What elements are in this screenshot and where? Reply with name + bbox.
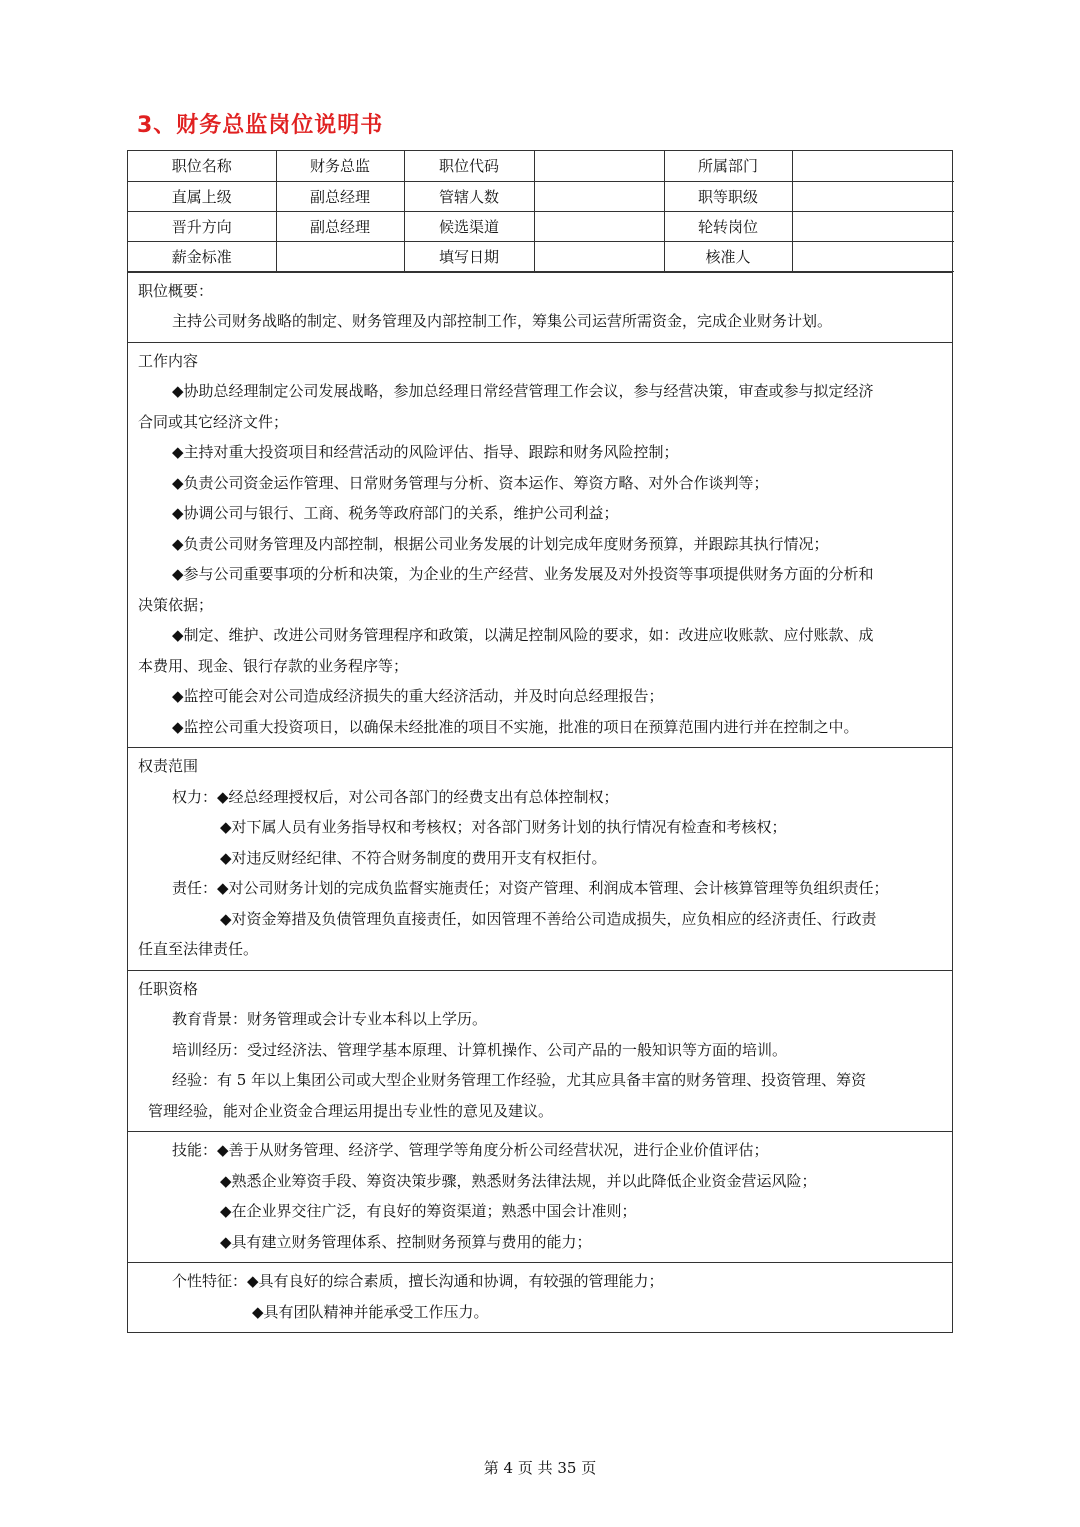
- skills-line: ◆熟悉企业筹资手段、筹资决策步骤，熟悉财务法律法规，并以此降低企业资金营运风险；: [220, 1171, 817, 1190]
- skills-line: ◆具有建立财务管理体系、控制财务预算与费用的能力；: [220, 1232, 592, 1251]
- work-line: ◆负责公司财务管理及内部控制，根据公司业务发展的计划完成年度财务预算，并跟踪其执行情况；: [172, 534, 829, 553]
- info-row: [128, 181, 954, 211]
- authority-section: [128, 747, 952, 970]
- work-line: ◆参与公司重要事项的分析和决策，为企业的生产经营、业务发展及对外投资等事项提供财务方面的分析和: [172, 565, 874, 583]
- info-value-cell: [534, 211, 664, 241]
- info-value-cell: [276, 241, 404, 271]
- qualification-line: 教育背景：财务管理或会计专业本科以上学历。: [172, 1010, 488, 1028]
- info-label-cell: 职等职级: [664, 181, 792, 211]
- authority-line: 权力：◆经总经理授权后，对公司各部门的经费支出有总体控制权；: [172, 787, 619, 806]
- job-description-table: [127, 150, 953, 1333]
- summary-heading: 职位概要：: [138, 281, 214, 300]
- qualification-heading: 任职资格: [138, 979, 199, 998]
- info-label-cell: 薪金标准: [128, 241, 276, 271]
- authority-line: 责任：◆对公司财务计划的完成负监督实施责任；对资产管理、利润成本管理、会计核算管理等负组织责任；: [172, 879, 889, 897]
- page-title: 3、财务总监岗位说明书: [137, 113, 384, 138]
- authority-line: ◆对资金筹措及负债管理负直接责任，如因管理不善给公司造成损失，应负相应的经济责任、行政责: [220, 909, 877, 928]
- work-line: ◆制定、维护、改进公司财务管理程序和政策，以满足控制风险的要求，如：改进应收账款、应付账款、成: [172, 626, 874, 644]
- info-row: [128, 241, 954, 271]
- info-label-cell: 轮转岗位: [664, 211, 792, 241]
- info-label-cell: 晋升方向: [128, 211, 276, 241]
- page-footer: 第 4 页 共 35 页: [483, 1459, 597, 1477]
- qualification-line: 培训经历：受过经济法、管理学基本原理、计算机操作、公司产品的一般知识等方面的培训。: [172, 1040, 788, 1059]
- summary-section: [128, 272, 952, 342]
- info-row: [128, 211, 954, 241]
- authority-heading: 权责范围: [138, 757, 199, 775]
- work-line: ◆监控公司重大投资项日，以确保未经批准的项目不实施，批准的项日在预算范围内进行并在控制之中。: [172, 717, 859, 736]
- info-value-cell: [534, 241, 664, 271]
- personality-line: 个性特征：◆具有良好的综合素质，擅长沟通和协调，有较强的管理能力；: [172, 1272, 664, 1290]
- skills-line: ◆在企业界交往广泛，有良好的筹资渠道；熟悉中国会计准则；: [220, 1202, 637, 1220]
- info-label-cell: 候选渠道: [404, 211, 534, 241]
- work-line: ◆主持对重大投资项目和经营活动的风险评估、指导、跟踪和财务风险控制；: [172, 443, 679, 461]
- info-value-cell: 副总经理: [276, 181, 404, 211]
- info-label-cell: 核准人: [664, 241, 792, 271]
- skills-line: 技能：◆善于从财务管理、经济学、管理学等角度分析公司经营状况，进行企业价值评估；: [172, 1141, 769, 1159]
- info-row: [128, 151, 954, 181]
- info-value-cell: [534, 181, 664, 211]
- personality-section: [128, 1262, 952, 1332]
- work-line: ◆负责公司资金运作管理、日常财务管理与分析、资本运作、筹资方略、对外合作谈判等；: [172, 473, 769, 492]
- authority-line: 任直至法律责任。: [138, 940, 259, 958]
- info-value-cell: [792, 241, 954, 271]
- work-section: [128, 342, 952, 748]
- work-heading: 工作内容: [138, 351, 199, 370]
- qualification-line: 经验：有 5 年以上集团公司或大型企业财务管理工作经验，尤其应具备丰富的财务管理、投资管理、筹资: [172, 1071, 867, 1089]
- summary-text: 主持公司财务战略的制定、财务管理及内部控制工作，筹集公司运营所需资金，完成企业财务计划。: [172, 312, 833, 330]
- info-label-cell: 管辖人数: [404, 181, 534, 211]
- info-value-cell: 副总经理: [276, 211, 404, 241]
- work-line: ◆监控可能会对公司造成经济损失的重大经济活动，并及时向总经理报告；: [172, 687, 664, 705]
- info-value-cell: [534, 151, 664, 181]
- info-value-cell: 财务总监: [276, 151, 404, 181]
- qualification-line: 管理经验，能对企业资金合理运用提出专业性的意见及建议。: [148, 1101, 554, 1120]
- info-label-cell: 填写日期: [404, 241, 534, 271]
- info-value-cell: [792, 151, 954, 181]
- info-label-cell: 职位代码: [404, 151, 534, 181]
- work-line: 决策依据；: [138, 595, 214, 614]
- info-value-cell: [792, 211, 954, 241]
- info-table: [128, 151, 954, 272]
- qualification-section: [128, 970, 952, 1132]
- work-line: 合同或其它经济文件；: [138, 412, 289, 431]
- work-line: ◆协助总经理制定公司发展战略，参加总经理日常经营管理工作会议，参与经营决策，审查或参与拟定经济: [172, 382, 874, 400]
- authority-line: ◆对下属人员有业务指导权和考核权；对各部门财务计划的执行情况有检查和考核权；: [220, 818, 787, 836]
- work-line: 本费用、现金、银行存款的业务程序等；: [138, 656, 409, 675]
- work-line: ◆协调公司与银行、工商、税务等政府部门的关系，维护公司利益；: [172, 504, 619, 522]
- personality-line: ◆具有团队精神并能承受工作压力。: [252, 1302, 489, 1321]
- info-label-cell: 直属上级: [128, 181, 276, 211]
- info-value-cell: [792, 181, 954, 211]
- info-label-cell: 所属部门: [664, 151, 792, 181]
- authority-line: ◆对违反财经纪律、不符合财务制度的费用开支有权拒付。: [220, 848, 607, 867]
- info-label-cell: 职位名称: [128, 151, 276, 181]
- skills-section: [128, 1131, 952, 1262]
